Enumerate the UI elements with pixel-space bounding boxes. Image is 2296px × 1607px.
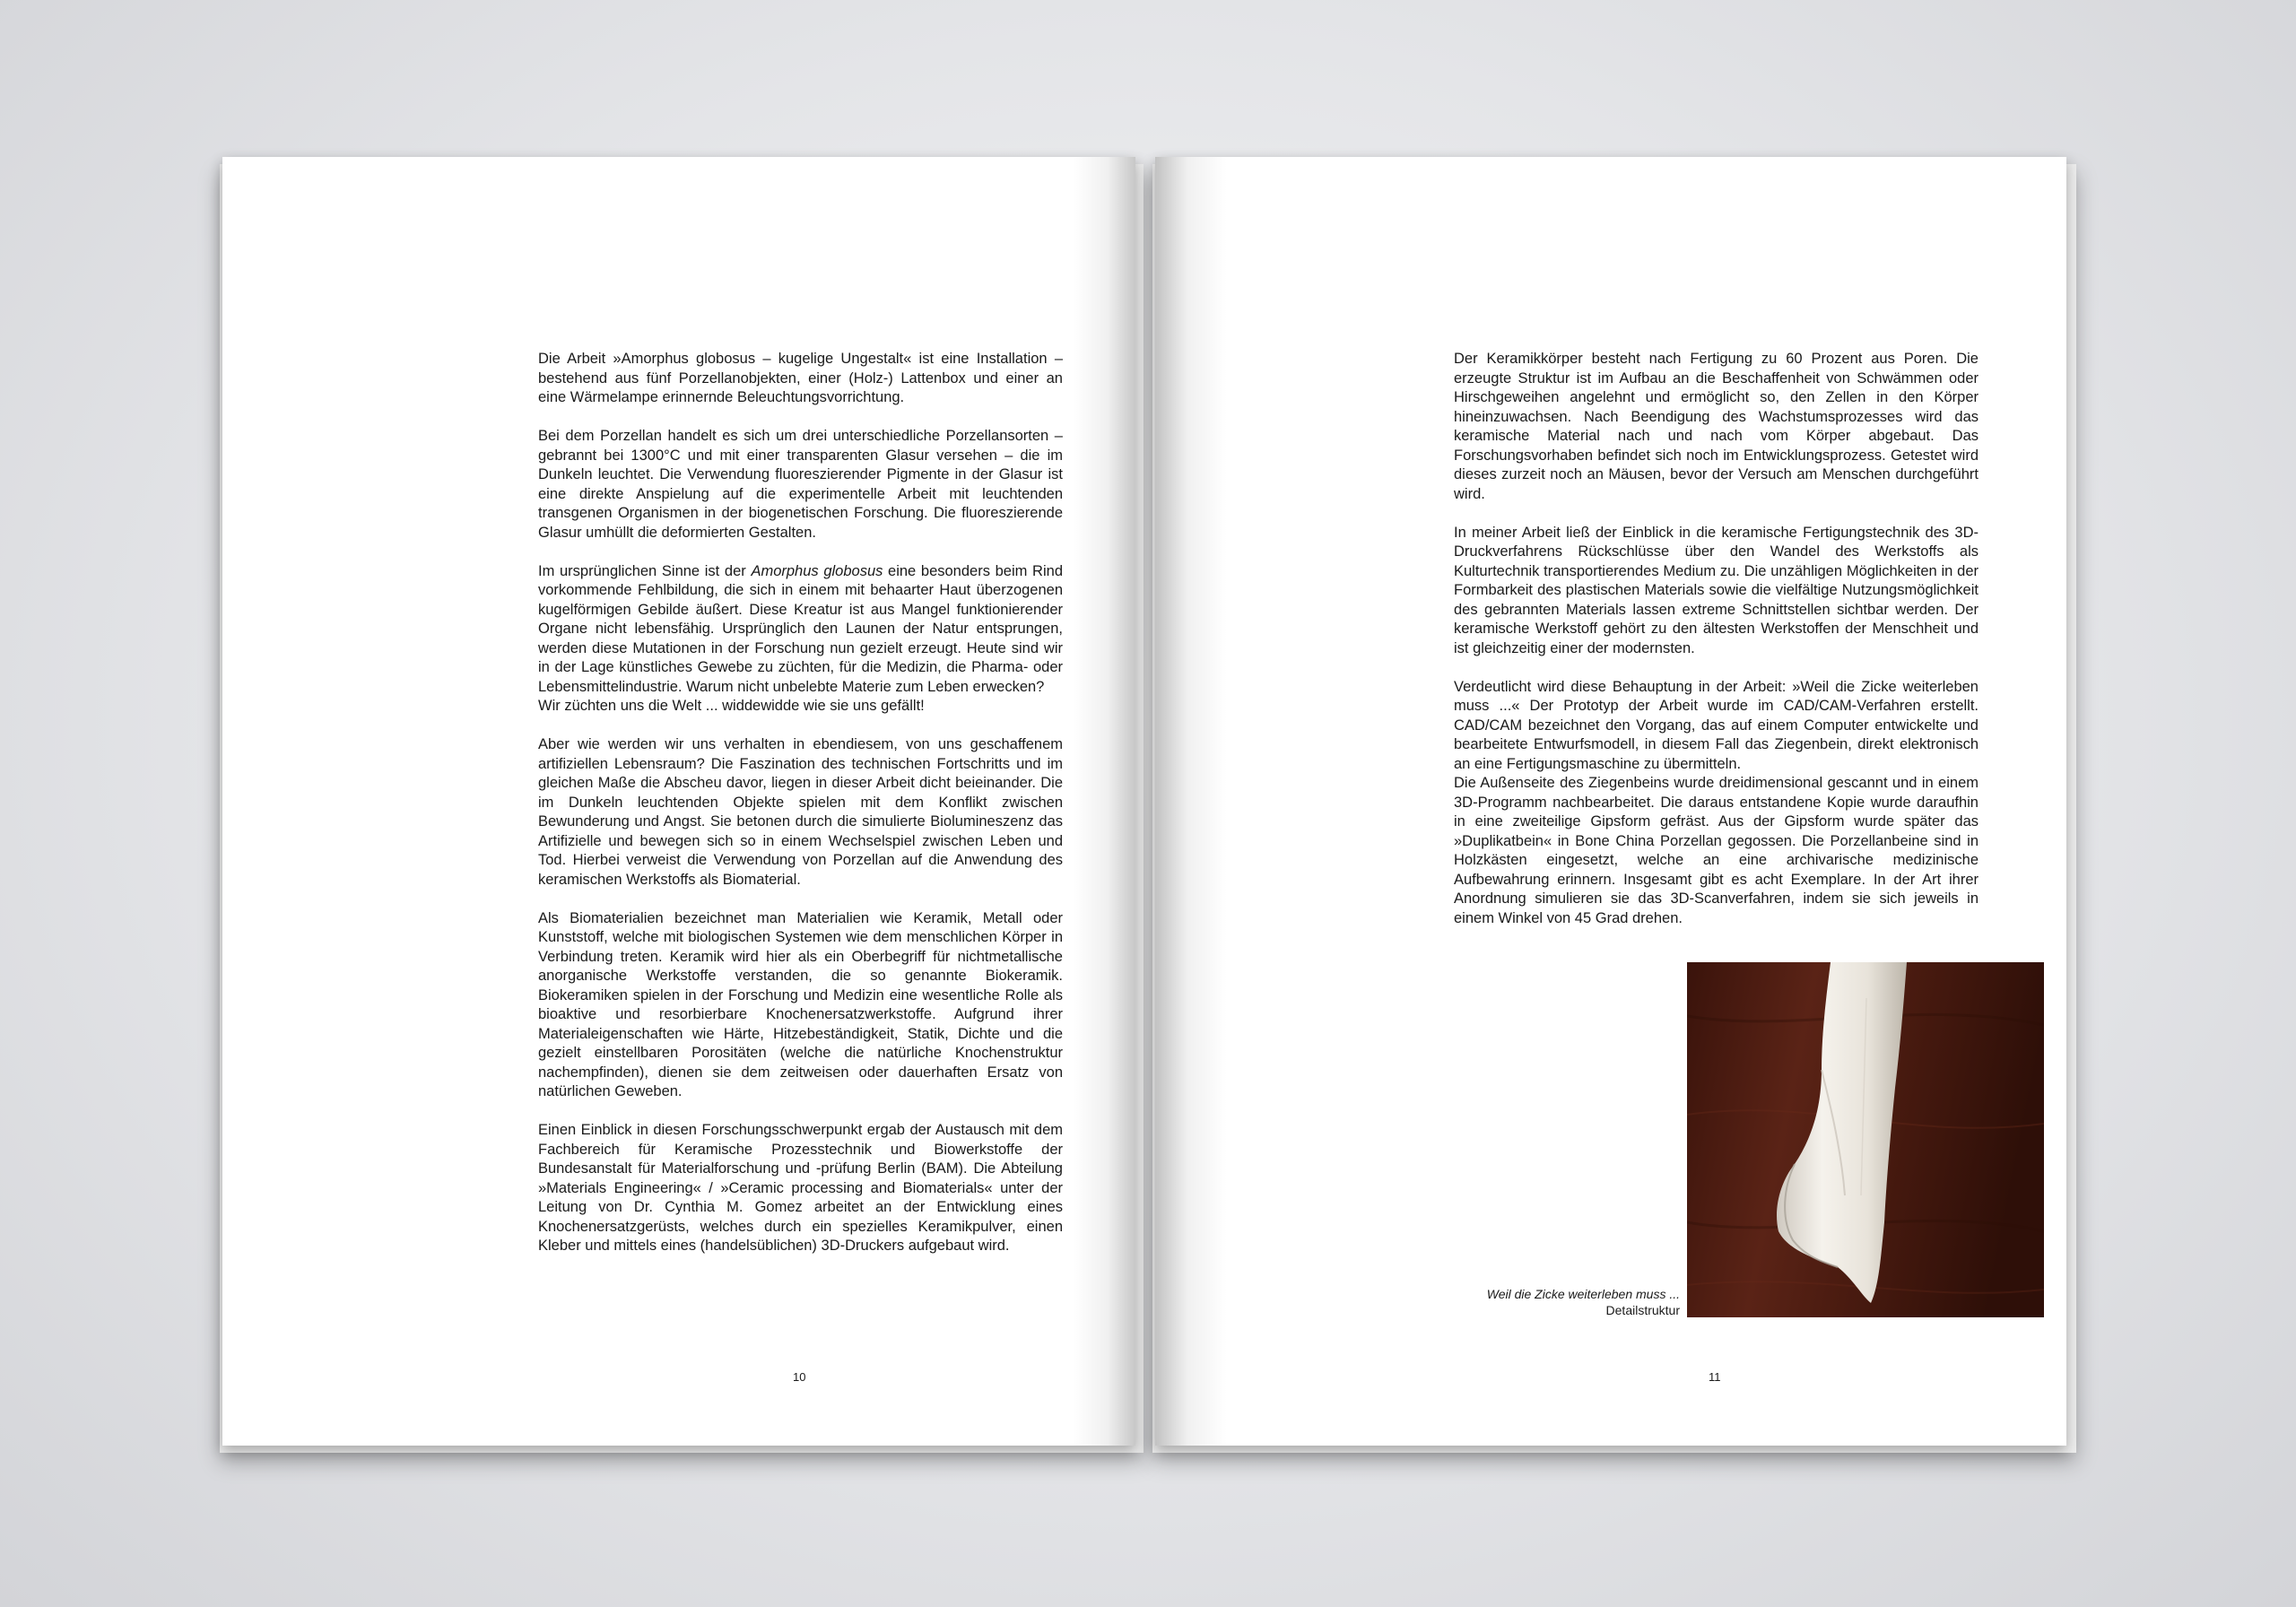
paragraph — [538, 562, 1063, 717]
paragraph: Als Biomaterialien bezeichnet man Materialien wie Keramik, Metall oder Kunststoff, welche mit biologischen Systemen wie dem menschlichen Körper in Verbindung treten. Keramik wird hier als ein Oberbegriff für nichtmetallische anorganische Werkstoffe verstanden, die so genannte Biokeramik. Biokeramiken spielen in der Forschung und Medizin eine wesentliche Rolle als bioaktive und resorbierbare Knochenersatzwerkstoffe. Aufgrund ihrer Materialeigenschaften wie Härte, Hitzebeständigkeit, Statik, Dichte und die gezielt einstellbaren Porositäten (welche die natürliche Knochenstruktur nachempfinden), dienen sie dem zeitweisen oder dauerhaften Ersatz von natürlichen Geweben. — [538, 909, 1063, 1099]
photo-illustration — [1687, 962, 2044, 1317]
paragraph: Bei dem Porzellan handelt es sich um drei unterschiedliche Porzellansorten – gebrannt bei 1300°C und mit einer transparenten Glasur versehen – die im Dunkeln leuchtet. Die Verwendung fluoreszierender Pigmente in der Glasur ist eine direkte Anspielung auf die experimentelle Arbeit mit leuchtenden transgenen Organismen in der biogenetischen Forschung. Die fluoreszierende Glasur umhüllt die deformierten Gestalten. — [538, 428, 1063, 541]
open-book — [220, 157, 2076, 1453]
gutter-shadow — [1155, 157, 1227, 1446]
porcelain-goat-leg-photo — [1687, 962, 2044, 1317]
species-name: Amorphus globosus — [751, 562, 883, 579]
right-page-body — [1454, 350, 1979, 948]
paragraph: Der Keramikkörper besteht nach Fertigung zu 60 Prozent aus Poren. Die erzeugte Struktur ist im Aufbau an die Beschaffenheit von Schwämmen oder Hirschgeweihen angelehnt und ermöglicht so, den Zellen in den Körper hineinzuwachsen. Nach Beendigung des Wachstumsprozesses wird das keramische Material nach und nach vom Körper abgebaut. Das Forschungsvorhaben befindet sich noch im Entwicklungsprozess. Getestet wird dieses zurzeit noch an Mäusen, bevor der Versuch am Menschen durchgeführt wird. — [1454, 351, 1979, 502]
paragraph: Die Arbeit »Amorphus globosus – kugelige Ungestalt« ist eine Installation – bestehend aus fünf Porzellanobjekten, einer (Holz-) Lattenbox und einer an eine Wärmelampe erinnernde Beleuchtungsvorrichtung. — [538, 351, 1063, 405]
page-number: 11 — [1709, 1370, 1721, 1384]
page-number: 10 — [793, 1370, 806, 1384]
paragraph-text: eine besonders beim Rind vorkommende Fehlbildung, die sich in einem mit behaarter Haut überzogenen kugelförmigen Gebilde äußert. Diese Kreatur ist aus Mangel funktionierender Organe nicht lebensfähig. Ursprünglich den Launen der Natur entsprungen, werden diese Mutationen in der Forschung nun gezielt erzeugt. Heute sind wir in der Lage künstliches Gewebe zu züchten, für die Medizin, die Pharma- oder Lebensmittelindustrie. Warum nicht unbelebte Materie zum Leben erwecken? — [538, 562, 1063, 695]
caption-subtitle: Detailstruktur — [1605, 1303, 1680, 1317]
paragraph — [1454, 678, 1979, 929]
paragraph-text: Verdeutlicht wird diese Behauptung in der Arbeit: »Weil die Zicke weiterleben muss ...« Der Prototyp der Arbeit wurde im CAD/CAM-Verfahren erstellt. CAD/CAM bezeichnet den Vorgang, das auf einem Computer entwickelte und bearbeitete Entwurfsmodell, in diesem Fall das Ziegenbein, direkt elektronisch an eine Fertigungsmaschine zu übermitteln. — [1454, 678, 1979, 772]
paragraph: Einen Einblick in diesen Forschungsschwerpunkt ergab der Austausch mit dem Fachbereich für Keramische Prozesstechnik und Biowerkstoffe der Bundesanstalt für Materialforschung und -prüfung Berlin (BAM). Die Abteilung »Materials Engineering« / »Ceramic processing and Biomaterials« unter der Leitung von Dr. Cynthia M. Gomez arbeitet an der Entwicklung eines Knochenersatzgerüsts, welches durch ein spezielles Keramikpulver, einen Kleber und mittels eines (handelsüblichen) 3D-Druckers aufgebaut wird. — [538, 1122, 1063, 1254]
photo-caption — [1445, 1286, 1680, 1318]
caption-title: Weil die Zicke weiterleben muss ... — [1486, 1287, 1680, 1301]
paragraph: Aber wie werden wir uns verhalten in ebendiesem, von uns geschaffenem artifiziellen Lebensraum? Die Faszination des technischen Fortschritts und im gleichen Maße die Abscheu davor, liegen in dieser Arbeit dicht beieinander. Die im Dunkeln leuchtenden Objekte spielen mit dem Konflikt zwischen Bewunderung und Angst. Sie betonen durch die simulierte Biolumineszenz das Artifizielle und bewegen sich so in einem Wechselspiel zwischen Leben und Tod. Hierbei verweist die Verwendung von Porzellan auf die Anwendung des keramischen Werkstoffs als Biomaterial. — [538, 736, 1063, 888]
paragraph-text: Im ursprünglichen Sinne ist der — [538, 562, 752, 579]
right-page — [1155, 157, 2066, 1446]
left-page-body — [538, 350, 1063, 1275]
paragraph: In meiner Arbeit ließ der Einblick in die keramische Fertigungstechnik des 3D-Druckverfahrens Rückschlüsse über den Wandel des Werkstoffs als Kulturtechnik transportierendes Medium zu. Die unzähligen Möglichkeiten in der Formbarkeit des plastischen Materials sowie die vielfältige Nutzungsmöglichkeit des gebrannten Materials lassen extreme Schnittstellen sichtbar werden. Der keramische Werkstoff gehört zu den ältesten Werkstoffen der Menschheit und ist gleichzeitig einer der modernsten. — [1454, 524, 1979, 656]
gutter-shadow — [1073, 157, 1135, 1446]
left-page — [222, 157, 1135, 1446]
paragraph-text: Wir züchten uns die Welt ... widdewidde wie sie uns gefällt! — [538, 698, 925, 714]
paragraph-text: Die Außenseite des Ziegenbeins wurde dreidimensional gescannt und in einem 3D-Programm nachbearbeitet. Die daraus entstandene Kopie wurde daraufhin in eine zweiteilige Gipsform gefräst. Aus der Gipsform wurde später das »Duplikatbein« in Bone China Porzellan gegossen. Die Porzellanbeine sind in Holzkästen eingesetzt, welche an eine archivarische medizinische Aufbewahrung erinnern. Insgesamt gibt es acht Exemplare. In der Art ihrer Anordnung simulieren sie das 3D-Scanverfahren, indem sie sich jeweils in einem Winkel von 45 Grad drehen. — [1454, 775, 1979, 926]
